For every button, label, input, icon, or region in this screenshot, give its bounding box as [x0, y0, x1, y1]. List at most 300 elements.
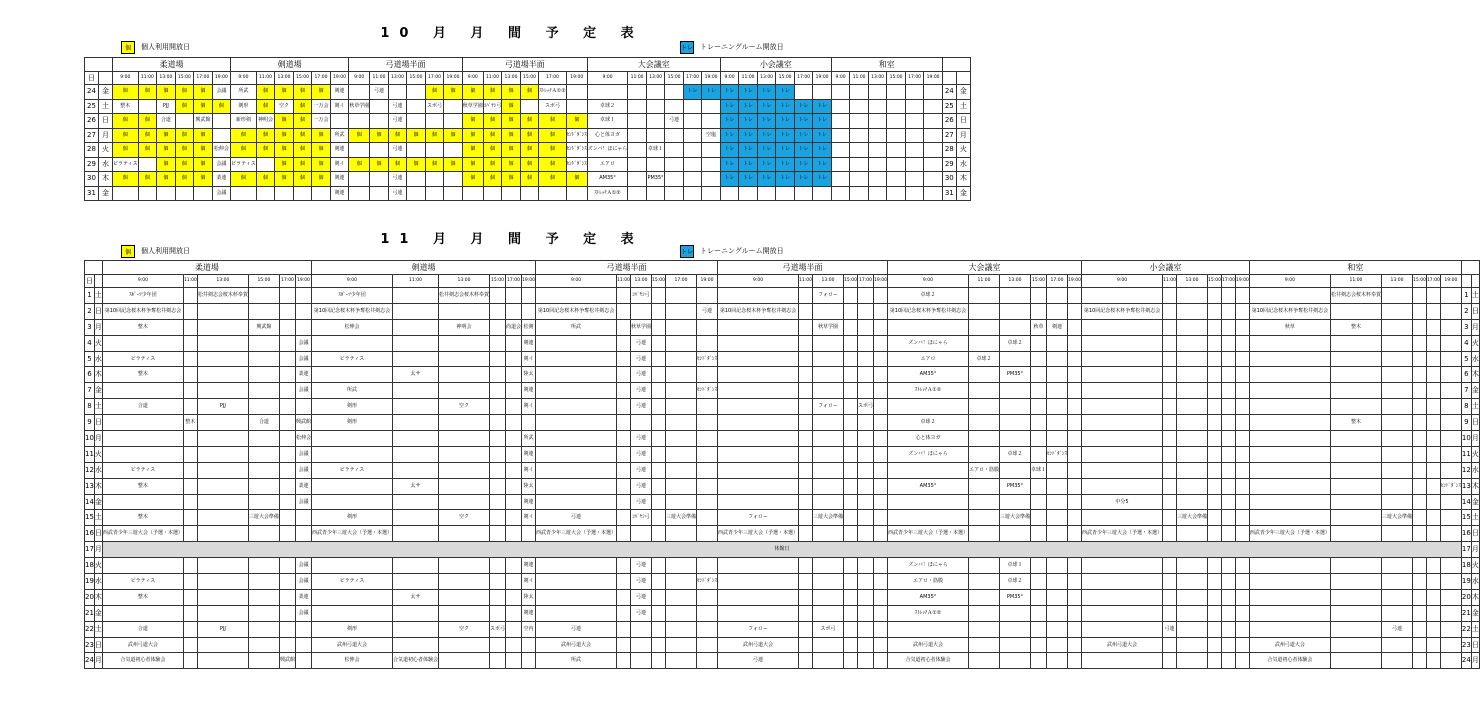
- schedule-cell: [887, 494, 968, 510]
- schedule-cell: [844, 605, 858, 621]
- day-row: [85, 621, 1480, 637]
- schedule-cell: AM35°: [587, 172, 628, 187]
- schedule-cell: [844, 351, 858, 367]
- schedule-cell: 弓連: [1163, 621, 1177, 637]
- schedule-cell: [1249, 574, 1330, 590]
- schedule-cell: 剣連: [522, 605, 536, 621]
- time-slot: 9:00: [113, 72, 139, 85]
- schedule-cell: [617, 526, 631, 542]
- schedule-cell: [439, 574, 490, 590]
- schedule-cell: [1440, 510, 1461, 526]
- time-slot: 13:00: [631, 275, 652, 288]
- schedule-cell: [665, 478, 696, 494]
- schedule-cell: [844, 431, 858, 447]
- weekday-right: 水: [956, 157, 970, 172]
- schedule-cell: [1208, 303, 1222, 319]
- schedule-cell: [887, 510, 968, 526]
- schedule-cell: [683, 128, 702, 143]
- schedule-cell: 弓連: [536, 510, 617, 526]
- schedule-cell: トレ: [757, 114, 776, 129]
- time-slot: 19:00: [874, 275, 888, 288]
- schedule-cell: [1330, 621, 1381, 637]
- schedule-cell: 剣イ: [522, 510, 536, 526]
- schedule-cell: 弓連: [388, 114, 407, 129]
- schedule-cell: [1082, 367, 1163, 383]
- schedule-cell: [1381, 462, 1412, 478]
- day-row: [85, 303, 1480, 319]
- schedule-cell: [617, 558, 631, 574]
- schedule-cell: 個: [502, 143, 521, 158]
- schedule-cell: [665, 446, 696, 462]
- schedule-cell: 個: [293, 85, 312, 100]
- schedule-cell: 秋草学園: [813, 319, 844, 335]
- schedule-cell: [138, 186, 157, 201]
- schedule-cell: 松伸会: [295, 431, 311, 447]
- schedule-cell: [1177, 288, 1208, 304]
- schedule-cell: [1249, 589, 1330, 605]
- schedule-cell: [874, 399, 888, 415]
- schedule-cell: [1381, 335, 1412, 351]
- schedule-cell: [1249, 351, 1330, 367]
- schedule-cell: [197, 319, 248, 335]
- schedule-cell: 興武館: [248, 319, 279, 335]
- schedule-cell: 整木: [1330, 415, 1381, 431]
- schedule-cell: [1412, 605, 1426, 621]
- schedule-cell: 西武青少年三遊大会（予選・本選）: [718, 526, 799, 542]
- schedule-cell: [1381, 605, 1412, 621]
- schedule-cell: [968, 367, 999, 383]
- schedule-cell: [702, 143, 721, 158]
- schedule-cell: [702, 114, 721, 129]
- day-number: 17: [85, 542, 95, 558]
- schedule-cell: [295, 526, 311, 542]
- schedule-cell: [697, 367, 718, 383]
- schedule-cell: [1235, 319, 1249, 335]
- schedule-cell: スポ弓: [490, 621, 506, 637]
- schedule-cell: [1440, 431, 1461, 447]
- schedule-cell: [831, 186, 850, 201]
- schedule-cell: [506, 446, 522, 462]
- schedule-cell: [1177, 415, 1208, 431]
- schedule-cell: [1221, 335, 1235, 351]
- schedule-cell: [536, 605, 617, 621]
- day-number-right: 2: [1461, 303, 1471, 319]
- schedule-cell: [248, 558, 279, 574]
- day-label: 日: [85, 72, 99, 85]
- schedule-cell: [522, 415, 536, 431]
- schedule-cell: 個: [138, 85, 157, 100]
- schedule-cell: 個: [157, 157, 176, 172]
- room-header: 柔道場: [113, 58, 231, 72]
- schedule-cell: [1249, 367, 1330, 383]
- schedule-cell: 個: [520, 157, 539, 172]
- schedule-cell: [1068, 478, 1082, 494]
- time-slot: 13:00: [813, 275, 844, 288]
- day-number-right: 10: [1461, 431, 1471, 447]
- schedule-cell: 剣連: [522, 335, 536, 351]
- schedule-cell: [506, 558, 522, 574]
- day-number-right: 27: [942, 128, 956, 143]
- schedule-cell: 合道: [157, 114, 176, 129]
- schedule-cell: [1047, 399, 1068, 415]
- schedule-cell: [1330, 431, 1381, 447]
- schedule-cell: [1047, 303, 1068, 319]
- schedule-cell: [652, 589, 666, 605]
- schedule-cell: [874, 303, 888, 319]
- weekday: 火: [94, 558, 102, 574]
- schedule-cell: 太サ: [392, 367, 438, 383]
- schedule-cell: スポ弓: [813, 621, 844, 637]
- schedule-cell: [506, 383, 522, 399]
- schedule-cell: [874, 288, 888, 304]
- corner-cell: [942, 58, 970, 72]
- schedule-cell: 個: [231, 172, 257, 187]
- schedule-cell: [844, 574, 858, 590]
- schedule-cell: [279, 589, 295, 605]
- schedule-cell: PM35°: [1000, 589, 1031, 605]
- schedule-cell: 個: [113, 128, 139, 143]
- schedule-cell: 会議: [295, 351, 311, 367]
- schedule-cell: [831, 85, 850, 100]
- schedule-cell: [370, 114, 389, 129]
- schedule-cell: 剣連: [330, 85, 349, 100]
- schedule-cell: トレ: [776, 143, 795, 158]
- day-number-right: 24: [942, 85, 956, 100]
- schedule-cell: 合気道初心者体験会: [102, 653, 183, 669]
- schedule-cell: 柔連: [295, 589, 311, 605]
- schedule-cell: ｾﾝﾄﾞﾀﾞﾝｽ: [566, 128, 587, 143]
- schedule-cell: [1381, 446, 1412, 462]
- schedule-cell: [1330, 399, 1381, 415]
- day-number-right: 15: [1461, 510, 1471, 526]
- day-number-right: 20: [1461, 589, 1471, 605]
- schedule-cell: 西武青少年三遊大会（予選・本選）: [536, 526, 617, 542]
- schedule-cell: [968, 303, 999, 319]
- day-row: [85, 446, 1480, 462]
- schedule-cell: 所武: [522, 431, 536, 447]
- schedule-cell: [1163, 526, 1177, 542]
- schedule-cell: [444, 186, 463, 201]
- schedule-cell: トレ: [794, 157, 813, 172]
- schedule-cell: [1163, 589, 1177, 605]
- schedule-cell: [1249, 335, 1330, 351]
- schedule-cell: [183, 605, 197, 621]
- schedule-cell: [506, 637, 522, 653]
- schedule-cell: [1082, 415, 1163, 431]
- schedule-cell: 個: [157, 128, 176, 143]
- schedule-cell: 三遊大会準備: [248, 510, 279, 526]
- schedule-cell: [1426, 589, 1440, 605]
- schedule-cell: [652, 605, 666, 621]
- schedule-cell: [212, 128, 231, 143]
- schedule-cell: [1235, 288, 1249, 304]
- time-slot: 11:00: [739, 72, 758, 85]
- schedule-cell: 個: [483, 128, 502, 143]
- schedule-cell: [1249, 462, 1330, 478]
- schedule-cell: [1068, 431, 1082, 447]
- schedule-cell: 個: [113, 114, 139, 129]
- schedule-cell: [1047, 653, 1068, 669]
- schedule-cell: [536, 383, 617, 399]
- schedule-cell: [844, 399, 858, 415]
- schedule-cell: [850, 99, 869, 114]
- time-slot: 19:00: [1440, 275, 1461, 288]
- schedule-cell: [536, 446, 617, 462]
- schedule-cell: [857, 431, 873, 447]
- schedule-cell: [1177, 319, 1208, 335]
- schedule-cell: [407, 85, 426, 100]
- time-slot: 19:00: [212, 72, 231, 85]
- schedule-cell: 武州弓道大会: [718, 637, 799, 653]
- schedule-cell: [1000, 605, 1031, 621]
- time-slot: 9:00: [1082, 275, 1163, 288]
- schedule-cell: 所武: [536, 653, 617, 669]
- schedule-cell: [1330, 558, 1381, 574]
- schedule-cell: 個: [194, 172, 213, 187]
- schedule-cell: [646, 85, 665, 100]
- schedule-cell: 松井剣志会桜木杯奉賀: [197, 288, 248, 304]
- training-legend-label: トレーニングルーム開放日: [700, 247, 784, 255]
- schedule-cell: トレ: [702, 85, 721, 100]
- schedule-cell: [444, 99, 463, 114]
- schedule-cell: [536, 478, 617, 494]
- schedule-cell: [1440, 589, 1461, 605]
- schedule-cell: [617, 399, 631, 415]
- schedule-cell: [1082, 558, 1163, 574]
- schedule-cell: [924, 157, 943, 172]
- schedule-cell: [1440, 383, 1461, 399]
- schedule-cell: 個: [312, 143, 331, 158]
- schedule-cell: [1163, 415, 1177, 431]
- time-slot: 19:00: [813, 72, 832, 85]
- schedule-cell: [924, 85, 943, 100]
- schedule-cell: [506, 462, 522, 478]
- schedule-cell: [490, 288, 506, 304]
- schedule-cell: トレ: [794, 128, 813, 143]
- day-header-right: [942, 72, 956, 85]
- schedule-cell: [566, 99, 587, 114]
- room-header: 小会議室: [1082, 261, 1250, 275]
- day-number-right: 23: [1461, 637, 1471, 653]
- schedule-cell: [490, 589, 506, 605]
- october-legend-training: [680, 40, 784, 54]
- schedule-cell: 剣連: [330, 186, 349, 201]
- schedule-cell: 武州弓道大会: [536, 637, 617, 653]
- weekday-header: [99, 72, 113, 85]
- schedule-cell: [138, 157, 157, 172]
- schedule-cell: [1000, 415, 1031, 431]
- schedule-cell: [1249, 446, 1330, 462]
- schedule-cell: 第10回記念桜木杯争奪松井剣志会: [102, 303, 183, 319]
- schedule-cell: 所武: [311, 383, 392, 399]
- schedule-cell: トレ: [757, 99, 776, 114]
- november-schedule-table: [84, 260, 1480, 669]
- schedule-cell: [1381, 574, 1412, 590]
- schedule-cell: 個: [275, 157, 294, 172]
- schedule-cell: 個: [312, 128, 331, 143]
- schedule-cell: トレ: [794, 114, 813, 129]
- schedule-cell: [617, 446, 631, 462]
- schedule-cell: 西武青少年三遊大会（予選・本選）: [102, 526, 183, 542]
- weekday-right: 日: [956, 114, 970, 129]
- schedule-cell: 個: [462, 143, 483, 158]
- day-number: 23: [85, 637, 95, 653]
- schedule-cell: [868, 99, 887, 114]
- schedule-cell: 個: [157, 85, 176, 100]
- schedule-cell: [887, 186, 906, 201]
- schedule-cell: [968, 510, 999, 526]
- schedule-cell: [718, 462, 799, 478]
- weekday: 日: [94, 415, 102, 431]
- schedule-cell: [617, 335, 631, 351]
- schedule-cell: [968, 574, 999, 590]
- schedule-cell: スポ弓: [425, 99, 444, 114]
- schedule-cell: 個: [175, 157, 194, 172]
- schedule-cell: [718, 335, 799, 351]
- schedule-cell: [1163, 478, 1177, 494]
- schedule-cell: 個: [425, 85, 444, 100]
- weekday: 金: [94, 494, 102, 510]
- schedule-cell: [1412, 558, 1426, 574]
- day-row: [85, 462, 1480, 478]
- schedule-cell: [887, 462, 968, 478]
- schedule-cell: [718, 319, 799, 335]
- schedule-cell: 陸太: [522, 478, 536, 494]
- schedule-cell: [248, 526, 279, 542]
- schedule-cell: [697, 526, 718, 542]
- schedule-cell: 弓連: [718, 653, 799, 669]
- schedule-cell: [256, 186, 275, 201]
- schedule-cell: [868, 172, 887, 187]
- schedule-cell: [197, 303, 248, 319]
- schedule-cell: [652, 351, 666, 367]
- schedule-cell: 個: [370, 128, 389, 143]
- schedule-cell: [857, 335, 873, 351]
- schedule-cell: 第10回記念桜木杯争奪松井剣志会: [536, 303, 617, 319]
- schedule-cell: 空塩: [702, 128, 721, 143]
- schedule-cell: フォロー: [718, 621, 799, 637]
- schedule-cell: [1047, 605, 1068, 621]
- schedule-cell: [439, 462, 490, 478]
- weekday-right: 木: [1471, 367, 1479, 383]
- schedule-cell: [1031, 526, 1047, 542]
- schedule-cell: [1249, 605, 1330, 621]
- schedule-cell: エアロ: [887, 351, 968, 367]
- schedule-cell: 個: [566, 114, 587, 129]
- schedule-cell: [628, 114, 647, 129]
- weekday: 月: [94, 653, 102, 669]
- schedule-cell: [1047, 494, 1068, 510]
- schedule-cell: [1330, 367, 1381, 383]
- schedule-cell: 個: [293, 128, 312, 143]
- schedule-cell: 個: [444, 128, 463, 143]
- schedule-cell: [1381, 589, 1412, 605]
- schedule-cell: [857, 367, 873, 383]
- schedule-cell: [407, 172, 426, 187]
- schedule-cell: [1235, 637, 1249, 653]
- schedule-cell: [1082, 621, 1163, 637]
- schedule-cell: [844, 319, 858, 335]
- day-number: 11: [85, 446, 95, 462]
- schedule-cell: [248, 351, 279, 367]
- day-row: [85, 478, 1480, 494]
- schedule-cell: [279, 478, 295, 494]
- schedule-cell: [665, 143, 684, 158]
- schedule-cell: トレ: [739, 128, 758, 143]
- day-row: [85, 143, 971, 158]
- schedule-cell: [1163, 288, 1177, 304]
- schedule-cell: [831, 99, 850, 114]
- schedule-cell: 弓連: [631, 351, 652, 367]
- day-row: [85, 589, 1480, 605]
- schedule-cell: [850, 157, 869, 172]
- schedule-cell: [1000, 621, 1031, 637]
- schedule-cell: [665, 574, 696, 590]
- schedule-cell: [1208, 558, 1222, 574]
- schedule-cell: [617, 574, 631, 590]
- schedule-cell: トレ: [739, 143, 758, 158]
- schedule-cell: [1381, 351, 1412, 367]
- schedule-cell: 第10回記念桜木杯争奪松井剣志会: [887, 303, 968, 319]
- weekday-right: 金: [1471, 605, 1479, 621]
- schedule-cell: [444, 114, 463, 129]
- schedule-cell: トレ: [776, 157, 795, 172]
- schedule-cell: [924, 172, 943, 187]
- day-number: 1: [85, 288, 95, 304]
- schedule-cell: [1221, 367, 1235, 383]
- schedule-cell: 中分5: [1082, 494, 1163, 510]
- schedule-cell: [1031, 367, 1047, 383]
- schedule-cell: 個: [256, 172, 275, 187]
- time-slot: 9:00: [349, 72, 370, 85]
- schedule-cell: [799, 494, 813, 510]
- weekday: 木: [94, 478, 102, 494]
- day-number: 18: [85, 558, 95, 574]
- schedule-cell: [683, 143, 702, 158]
- weekday: 火: [99, 143, 113, 158]
- time-slot: 13:00: [197, 275, 248, 288]
- day-number: 31: [85, 186, 99, 201]
- schedule-cell: [490, 415, 506, 431]
- schedule-cell: [874, 574, 888, 590]
- day-number: 16: [85, 526, 95, 542]
- schedule-cell: 空ク: [439, 621, 490, 637]
- schedule-cell: 弓連: [388, 143, 407, 158]
- schedule-cell: [652, 431, 666, 447]
- schedule-cell: [1082, 431, 1163, 447]
- schedule-cell: [799, 637, 813, 653]
- schedule-cell: [279, 319, 295, 335]
- day-number: 21: [85, 605, 95, 621]
- schedule-cell: [844, 558, 858, 574]
- schedule-cell: 剣連: [330, 172, 349, 187]
- schedule-cell: [1208, 494, 1222, 510]
- schedule-cell: [102, 383, 183, 399]
- schedule-cell: [183, 383, 197, 399]
- schedule-cell: [697, 431, 718, 447]
- schedule-cell: [1082, 383, 1163, 399]
- schedule-cell: [844, 367, 858, 383]
- time-slot: 17:00: [905, 72, 924, 85]
- schedule-cell: [536, 462, 617, 478]
- schedule-cell: [506, 510, 522, 526]
- schedule-cell: [1068, 621, 1082, 637]
- time-slot: 11:00: [183, 275, 197, 288]
- weekday: 土: [94, 510, 102, 526]
- personal-swatch: 個: [121, 245, 135, 258]
- schedule-cell: [370, 99, 389, 114]
- schedule-cell: [1221, 494, 1235, 510]
